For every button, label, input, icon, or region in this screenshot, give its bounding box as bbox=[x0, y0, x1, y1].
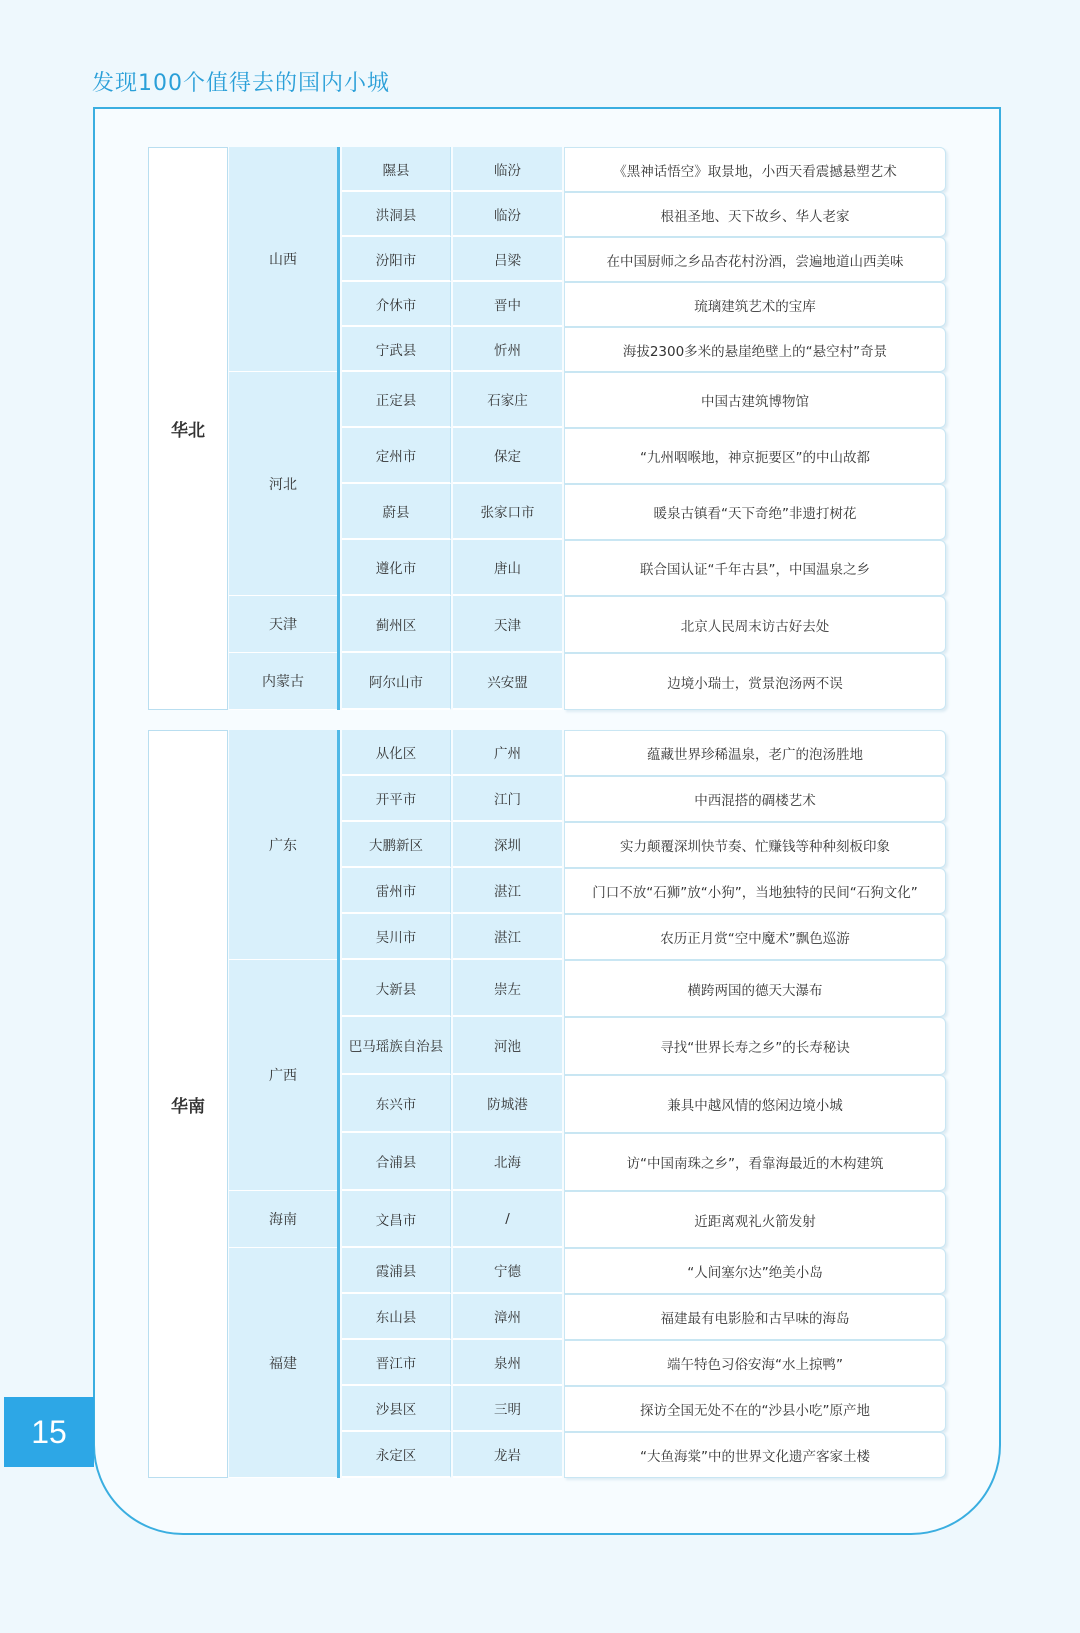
description-cell: 横跨两国的德天大瀑布 bbox=[564, 960, 946, 1017]
county-cell: 文昌市 bbox=[342, 1191, 451, 1248]
description-cell: 中西混搭的碉楼艺术 bbox=[564, 776, 946, 822]
description-cell: 探访全国无处不在的“沙县小吃”原产地 bbox=[564, 1386, 946, 1432]
county-cell: 大鹏新区 bbox=[342, 822, 451, 868]
description-cell: 访“中国南珠之乡”，看靠海最近的木构建筑 bbox=[564, 1133, 946, 1191]
page-number: 15 bbox=[4, 1397, 94, 1467]
table-row bbox=[342, 776, 946, 822]
county-cell: 开平市 bbox=[342, 776, 451, 822]
table-row bbox=[342, 1191, 946, 1248]
description-cell: 蕴藏世界珍稀温泉，老广的泡汤胜地 bbox=[564, 730, 946, 776]
table-row bbox=[342, 1248, 946, 1294]
province-cell: 广西 bbox=[229, 960, 337, 1191]
table-row bbox=[342, 282, 946, 327]
county-cell: 阿尔山市 bbox=[342, 653, 451, 710]
county-cell: 汾阳市 bbox=[342, 237, 451, 282]
table-row bbox=[342, 868, 946, 914]
county-cell: 遵化市 bbox=[342, 540, 451, 596]
description-cell: 门口不放“石狮”放“小狗”，当地独特的民间“石狗文化” bbox=[564, 868, 946, 914]
description-cell: 中国古建筑博物馆 bbox=[564, 372, 946, 428]
province-cell: 山西 bbox=[229, 147, 337, 372]
table-row bbox=[342, 1340, 946, 1386]
description-cell: 海拔2300多米的悬崖绝壁上的“悬空村”奇景 bbox=[564, 327, 946, 372]
description-cell: “大鱼海棠”中的世界文化遗产客家土楼 bbox=[564, 1432, 946, 1478]
county-cell: 雷州市 bbox=[342, 868, 451, 914]
city-cell: 江门 bbox=[453, 776, 562, 822]
table-row bbox=[342, 237, 946, 282]
city-cell: 保定 bbox=[453, 428, 562, 484]
county-cell: 蔚县 bbox=[342, 484, 451, 540]
table-row bbox=[342, 1432, 946, 1478]
description-cell: 边境小瑞士，赏景泡汤两不误 bbox=[564, 653, 946, 710]
city-cell: 天津 bbox=[453, 596, 562, 653]
table-row bbox=[342, 484, 946, 540]
province-cell: 河北 bbox=[229, 372, 337, 596]
table-row bbox=[342, 822, 946, 868]
table-row bbox=[342, 653, 946, 710]
city-cell: 湛江 bbox=[453, 914, 562, 960]
region-cell: 华北 bbox=[148, 147, 228, 710]
county-cell: 巴马瑶族自治县 bbox=[342, 1017, 451, 1075]
province-cell: 海南 bbox=[229, 1191, 337, 1248]
table-row bbox=[342, 327, 946, 372]
description-cell: 兼具中越风情的悠闲边境小城 bbox=[564, 1075, 946, 1133]
table-row bbox=[342, 730, 946, 776]
city-cell: 广州 bbox=[453, 730, 562, 776]
county-cell: 合浦县 bbox=[342, 1133, 451, 1191]
table-row bbox=[342, 192, 946, 237]
county-cell: 东山县 bbox=[342, 1294, 451, 1340]
county-cell: 从化区 bbox=[342, 730, 451, 776]
city-cell: 临汾 bbox=[453, 147, 562, 192]
city-cell: 宁德 bbox=[453, 1248, 562, 1294]
description-cell: 实力颠覆深圳快节奏、忙赚钱等种种刻板印象 bbox=[564, 822, 946, 868]
county-cell: 永定区 bbox=[342, 1432, 451, 1478]
city-cell: 湛江 bbox=[453, 868, 562, 914]
city-cell: 漳州 bbox=[453, 1294, 562, 1340]
city-cell: / bbox=[453, 1191, 562, 1248]
county-cell: 定州市 bbox=[342, 428, 451, 484]
description-cell: 北京人民周末访古好去处 bbox=[564, 596, 946, 653]
description-cell: 端午特色习俗安海“水上掠鸭” bbox=[564, 1340, 946, 1386]
description-cell: 农历正月赏“空中魔术”飘色巡游 bbox=[564, 914, 946, 960]
table-row bbox=[342, 960, 946, 1017]
county-cell: 蓟州区 bbox=[342, 596, 451, 653]
description-cell: “人间塞尔达”绝美小岛 bbox=[564, 1248, 946, 1294]
table-row bbox=[342, 540, 946, 596]
province-cell: 福建 bbox=[229, 1248, 337, 1478]
city-cell: 张家口市 bbox=[453, 484, 562, 540]
county-cell: 隰县 bbox=[342, 147, 451, 192]
column-divider bbox=[337, 147, 340, 710]
city-cell: 兴安盟 bbox=[453, 653, 562, 710]
city-cell: 龙岩 bbox=[453, 1432, 562, 1478]
county-cell: 晋江市 bbox=[342, 1340, 451, 1386]
region-cell: 华南 bbox=[148, 730, 228, 1478]
city-cell: 唐山 bbox=[453, 540, 562, 596]
county-cell: 沙县区 bbox=[342, 1386, 451, 1432]
county-cell: 霞浦县 bbox=[342, 1248, 451, 1294]
description-cell: 在中国厨师之乡品杏花村汾酒，尝遍地道山西美味 bbox=[564, 237, 946, 282]
city-cell: 河池 bbox=[453, 1017, 562, 1075]
city-cell: 泉州 bbox=[453, 1340, 562, 1386]
province-cell: 内蒙古 bbox=[229, 653, 337, 710]
description-cell: “九州咽喉地，神京扼要区”的中山故都 bbox=[564, 428, 946, 484]
city-cell: 崇左 bbox=[453, 960, 562, 1017]
city-cell: 晋中 bbox=[453, 282, 562, 327]
description-cell: 福建最有电影脸和古早味的海岛 bbox=[564, 1294, 946, 1340]
description-cell: 暖泉古镇看“天下奇绝”非遗打树花 bbox=[564, 484, 946, 540]
county-cell: 介休市 bbox=[342, 282, 451, 327]
table-row bbox=[342, 1294, 946, 1340]
table-row bbox=[342, 1075, 946, 1133]
city-cell: 石家庄 bbox=[453, 372, 562, 428]
description-cell: 近距离观礼火箭发射 bbox=[564, 1191, 946, 1248]
county-cell: 东兴市 bbox=[342, 1075, 451, 1133]
city-cell: 防城港 bbox=[453, 1075, 562, 1133]
table-row bbox=[342, 1017, 946, 1075]
city-cell: 临汾 bbox=[453, 192, 562, 237]
table-row bbox=[342, 372, 946, 428]
description-cell: 琉璃建筑艺术的宝库 bbox=[564, 282, 946, 327]
county-cell: 大新县 bbox=[342, 960, 451, 1017]
city-cell: 北海 bbox=[453, 1133, 562, 1191]
page-title: 发现100个值得去的国内小城 bbox=[92, 71, 390, 96]
province-cell: 天津 bbox=[229, 596, 337, 653]
table-row bbox=[342, 1133, 946, 1191]
description-cell: 寻找“世界长寿之乡”的长寿秘诀 bbox=[564, 1017, 946, 1075]
description-cell: 《黑神话悟空》取景地，小西天看震撼悬塑艺术 bbox=[564, 147, 946, 192]
county-cell: 正定县 bbox=[342, 372, 451, 428]
table-row bbox=[342, 147, 946, 192]
table-row bbox=[342, 428, 946, 484]
city-cell: 三明 bbox=[453, 1386, 562, 1432]
table-row bbox=[342, 596, 946, 653]
city-cell: 深圳 bbox=[453, 822, 562, 868]
county-cell: 宁武县 bbox=[342, 327, 451, 372]
city-cell: 吕梁 bbox=[453, 237, 562, 282]
table-row bbox=[342, 914, 946, 960]
description-cell: 联合国认证“千年古县”，中国温泉之乡 bbox=[564, 540, 946, 596]
table-row bbox=[342, 1386, 946, 1432]
city-cell: 忻州 bbox=[453, 327, 562, 372]
column-divider bbox=[337, 730, 340, 1478]
county-cell: 洪洞县 bbox=[342, 192, 451, 237]
province-cell: 广东 bbox=[229, 730, 337, 960]
description-cell: 根祖圣地、天下故乡、华人老家 bbox=[564, 192, 946, 237]
county-cell: 吴川市 bbox=[342, 914, 451, 960]
